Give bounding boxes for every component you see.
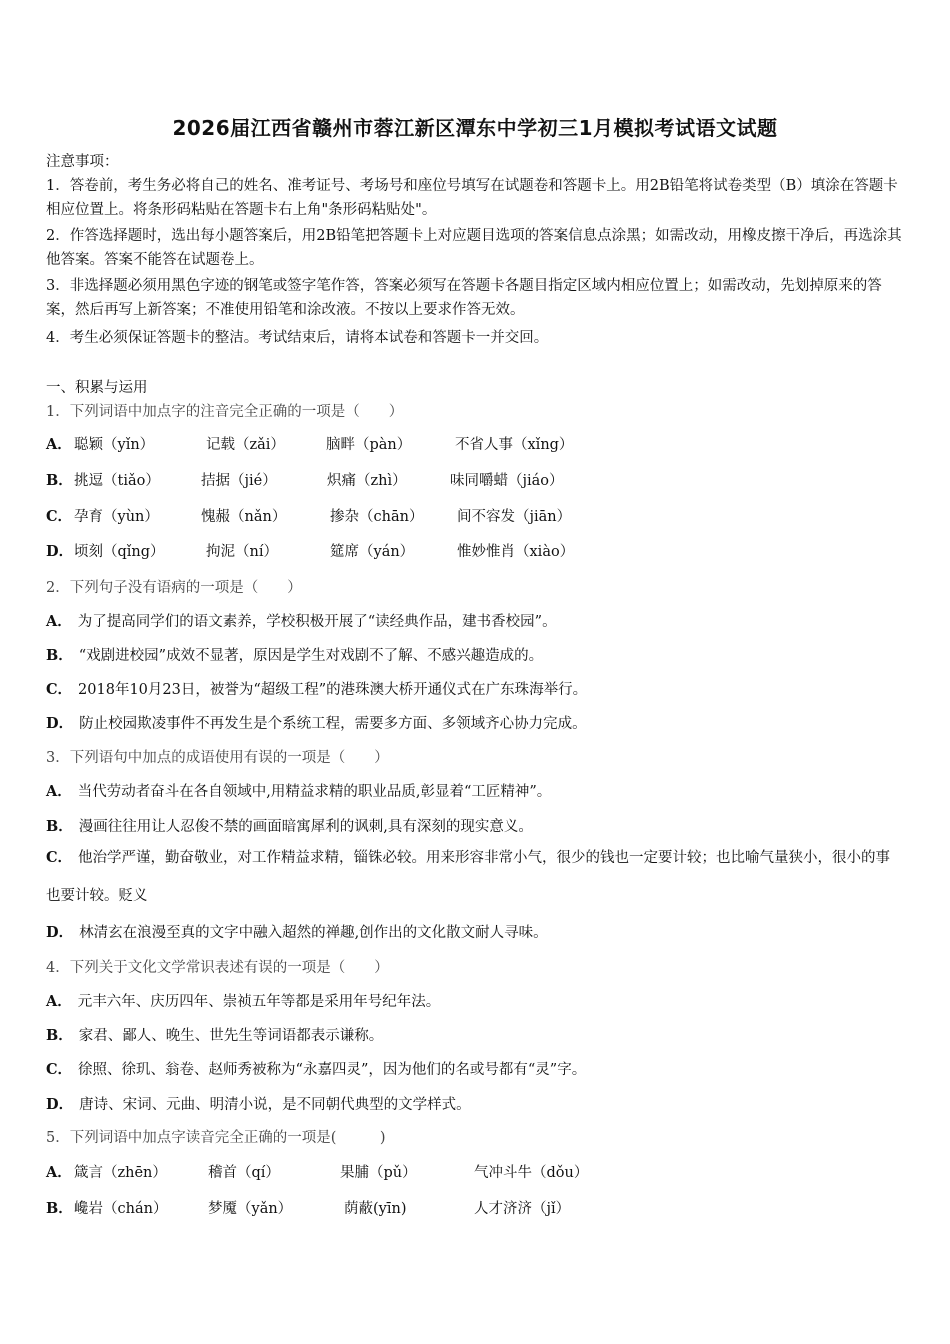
notice-item-1: 1．答卷前，考生务必将自己的姓名、准考证号、考场号和座位号填写在试题卷和答题卡上。用2B铅笔将试卷类型（B）填涂在答题卡相应位置上。将条形码粘贴在答题卡右上角"条形码粘贴处"。 [46, 178, 898, 218]
q3-option-b [46, 815, 533, 836]
notice-item-4: 4．考生必须保证答题卡的整洁。考试结束后，请将本试卷和答题卡一并交回。 [46, 330, 549, 346]
q1-d-word-1: 顷刻（qǐng） [74, 544, 165, 560]
option-label: C． [46, 681, 73, 698]
option-label: A． [46, 613, 72, 630]
q2-option-a [46, 610, 557, 631]
notice-item-3: 3．非选择题必须用黑色字迹的钢笔或签字笔作答，答案必须写在答题卡各题目指定区域内相应位置上；如需改动，先划掉原来的答案，然后再写上新答案；不准使用铅笔和涂改液。不按以上要求作答无效。 [46, 278, 882, 318]
option-text: 当代劳动者奋斗在各自领域中,用精益求精的职业品质,彰显着“工匠精神”。 [77, 784, 552, 800]
q1-a-word-4: 不省人事（xǐng） [455, 437, 574, 453]
q4-option-b [46, 1024, 383, 1045]
q5-a-word-1: 箴言（zhēn） [74, 1165, 167, 1181]
q5-a-word-4: 气冲斗牛（dǒu） [474, 1165, 589, 1181]
option-text: 他治学严谨，勤奋敬业，对工作精益求精，锱铢必较。用来形容非常小气，很少的钱也一定要计较；也比喻气量狭小，很小的事也要计较。贬义 [46, 850, 891, 904]
q2-option-b [46, 644, 543, 665]
q4-option-d [46, 1093, 471, 1114]
option-label: A． [46, 993, 72, 1010]
question-1-stem: 1．下列词语中加点字的注音完全正确的一项是（ ） [46, 404, 404, 420]
option-label: C． [46, 1061, 73, 1078]
option-label: B． [46, 818, 73, 835]
question-4-stem: 4．下列关于文化文学常识表述有误的一项是（ ） [46, 960, 389, 976]
q5-b-word-2: 梦魇（yǎn） [208, 1201, 293, 1217]
q1-b-word-3: 炽痛（zhì） [327, 473, 407, 489]
option-text: 为了提高同学们的语文素养，学校积极开展了“读经典作品，建书香校园”。 [77, 614, 557, 630]
q1-d-word-4: 惟妙惟肖（xiào） [457, 544, 575, 560]
option-label: D． [46, 1096, 74, 1113]
q1-d-word-3: 筵席（yán） [330, 544, 415, 560]
question-3-stem: 3．下列语句中加点的成语使用有误的一项是（ ） [46, 750, 389, 766]
q1-b-word-1: 挑逗（tiǎo） [74, 473, 160, 489]
option-label: D． [46, 715, 74, 732]
option-text: 唐诗、宋词、元曲、明清小说，是不同朝代典型的文学样式。 [79, 1097, 471, 1113]
option-text: 元丰六年、庆历四年、崇祯五年等都是采用年号纪年法。 [77, 994, 441, 1010]
notice-heading: 注意事项： [46, 154, 119, 170]
q1-d-word-2: 拘泥（ní） [206, 544, 278, 560]
q5-a-word-3: 果脯（pǔ） [340, 1165, 417, 1181]
option-label: B． [46, 647, 73, 664]
q2-option-c [46, 678, 587, 699]
q1-b-word-2: 拮据（jié） [201, 473, 277, 489]
q5-b-word-4: 人才济济（jǐ） [474, 1201, 571, 1217]
option-text: 家君、鄙人、晚生、世先生等词语都表示谦称。 [78, 1028, 384, 1044]
q1-b-word-4: 味同嚼蜡（jiáo） [450, 473, 564, 489]
option-label: B． [46, 1027, 73, 1044]
option-text: 2018年10月23日，被誉为“超级工程”的港珠澳大桥开通仪式在广东珠海举行。 [78, 682, 588, 698]
q2-option-d [46, 712, 587, 733]
q5-option-a [46, 1161, 78, 1182]
q1-c-word-1: 孕育（yùn） [74, 509, 159, 525]
q5-b-word-3: 荫蔽(yīn) [344, 1201, 407, 1217]
q4-option-c [46, 1058, 586, 1079]
q3-option-a [46, 780, 551, 801]
option-label: A． [46, 436, 72, 453]
q1-a-word-3: 脑畔（pàn） [326, 437, 412, 453]
option-label: D． [46, 543, 74, 560]
option-text: “戏剧进校园”成效不显著，原因是学生对戏剧不了解、不感兴趣造成的。 [78, 648, 544, 664]
option-text: 徐照、徐玑、翁卷、赵师秀被称为“永嘉四灵”，因为他们的名或号都有“灵”字。 [78, 1062, 587, 1078]
q3-option-d [46, 921, 548, 942]
q5-a-word-2: 稽首（qí） [208, 1165, 280, 1181]
q4-option-a [46, 990, 440, 1011]
option-text: 漫画往往用让人忍俊不禁的画面暗寓犀利的讽刺,具有深刻的现实意义。 [78, 819, 533, 835]
option-label: C． [46, 849, 73, 866]
question-5-stem: 5．下列词语中加点字读音完全正确的一项是( ) [46, 1130, 386, 1146]
option-label: A． [46, 783, 72, 800]
option-label: A． [46, 1164, 72, 1181]
q5-b-word-1: 巉岩（chán） [74, 1201, 168, 1217]
option-label: C． [46, 508, 73, 525]
notice-item-2: 2．作答选择题时，选出每小题答案后，用2B铅笔把答题卡上对应题目选项的答案信息点涂黑；如需改动，用橡皮擦干净后，再选涂其他答案。答案不能答在试题卷上。 [46, 228, 902, 268]
q3-option-c [46, 839, 902, 915]
option-text: 防止校园欺凌事件不再发生是个系统工程，需要多方面、多领域齐心协力完成。 [79, 716, 587, 732]
q1-c-word-2: 愧赧（nǎn） [201, 509, 287, 525]
section-heading: 一、积累与运用 [46, 380, 148, 396]
q1-c-word-3: 掺杂（chān） [330, 509, 424, 525]
option-label: B． [46, 472, 73, 489]
question-2-stem: 2．下列句子没有语病的一项是（ ） [46, 580, 302, 596]
option-label: B． [46, 1200, 73, 1217]
q1-c-word-4: 间不容发（jiān） [457, 509, 572, 525]
option-text: 林清玄在浪漫至真的文字中融入超然的禅趣,创作出的文化散文耐人寻味。 [79, 925, 548, 941]
q1-a-word-1: 聪颖（yǐn） [74, 437, 155, 453]
page-title: 2026届江西省赣州市蓉江新区潭东中学初三1月模拟考试语文试题 [172, 116, 778, 140]
q1-a-word-2: 记载（zǎi） [206, 437, 285, 453]
option-label: D． [46, 924, 74, 941]
q1-option-a [46, 433, 78, 454]
